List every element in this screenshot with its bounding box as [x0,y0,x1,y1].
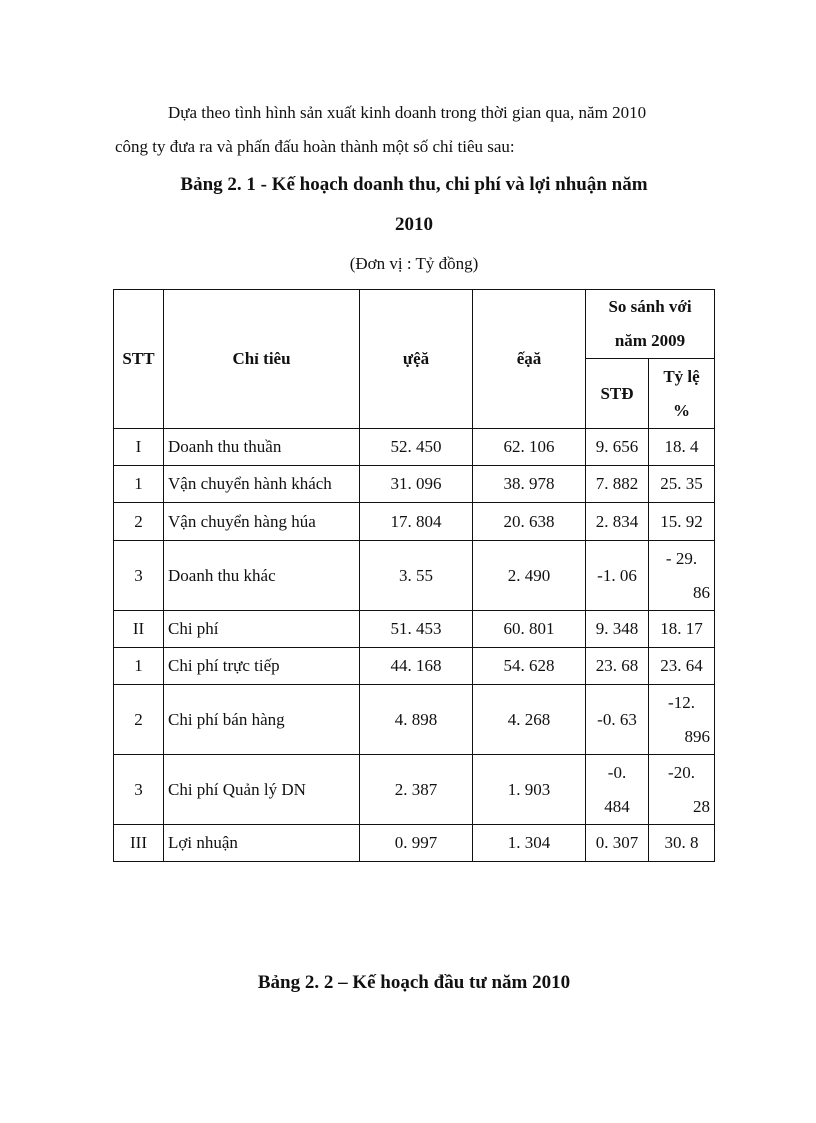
table-row [114,825,715,862]
header-ratio [649,359,715,429]
header-compare-line-1: So sánh với [608,297,692,316]
cell-ratio: 23. 64 [649,648,715,685]
cell-ratio [649,755,715,825]
cell-stt: 3 [114,755,164,825]
cell-ratio-line-2: 86 [693,582,710,602]
table-row [114,611,715,648]
header-ratio-line-2: % [673,400,690,420]
cell-ratio-line-1: -12. [668,692,695,712]
cell-stt: 2 [114,503,164,541]
table-row [114,648,715,685]
header-stt: STT [114,290,164,429]
cell-col3: 44. 168 [360,648,473,685]
cell-name: Chi phí [164,611,360,648]
cell-std: 2. 834 [586,503,649,541]
cell-std: 0. 307 [586,825,649,862]
cell-stt: 1 [114,648,164,685]
cell-name: Vận chuyển hàng húa [164,503,360,541]
cell-name: Doanh thu thuần [164,429,360,466]
cell-name: Chi phí bán hàng [164,685,360,755]
cell-stt: 3 [114,541,164,611]
cell-stt: 2 [114,685,164,755]
cell-std: -0. 63 [586,685,649,755]
cell-std: 9. 348 [586,611,649,648]
cell-std [586,755,649,825]
header-std: STĐ [586,359,649,429]
cell-stt: III [114,825,164,862]
cell-ratio: 18. 17 [649,611,715,648]
header-chi-tieu: Chỉ tiêu [164,290,360,429]
cell-col4: 2. 490 [473,541,586,611]
cell-name: Vận chuyển hành khách [164,466,360,503]
cell-ratio: 15. 92 [649,503,715,541]
cell-ratio [649,541,715,611]
cell-stt: 1 [114,466,164,503]
cell-col4: 4. 268 [473,685,586,755]
table1-title-line-1: Bảng 2. 1 - Kế hoạch doanh thu, chi phí và lợi nhuận năm [180,174,648,195]
table-row [114,541,715,611]
cell-std: 23. 68 [586,648,649,685]
cell-name: Chi phí Quản lý DN [164,755,360,825]
table2-title: Bảng 2. 2 – Kế hoạch đầu tư năm 2010 [257,972,571,993]
cell-ratio-line-1: - 29. [665,548,698,568]
cell-ratio-line-2: 896 [684,726,710,746]
cell-col4: 1. 304 [473,825,586,862]
cell-col3: 52. 450 [360,429,473,466]
intro-line-1: Dựa theo tình hình sản xuất kinh doanh trong thời gian qua, năm 2010 [168,103,647,122]
cell-ratio: 30. 8 [649,825,715,862]
cell-ratio: 18. 4 [649,429,715,466]
cell-stt: II [114,611,164,648]
cell-stt: I [114,429,164,466]
plan-table [113,289,715,862]
cell-std: 7. 882 [586,466,649,503]
cell-col4: 20. 638 [473,503,586,541]
header-compare-line-2: năm 2009 [614,331,686,350]
table1-title-line-2: 2010 [395,214,433,235]
table1-unit: (Đơn vị : Tỷ đồng) [349,254,479,273]
cell-col4: 62. 106 [473,429,586,466]
cell-col4: 54. 628 [473,648,586,685]
table-row [114,685,715,755]
cell-ratio-line-2: 28 [693,796,710,816]
cell-name: Chi phí trực tiếp [164,648,360,685]
cell-col4: 60. 801 [473,611,586,648]
table-row [114,429,715,466]
cell-col3: 31. 096 [360,466,473,503]
table-header-row [114,290,715,359]
cell-ratio [649,685,715,755]
intro-paragraph [115,96,715,164]
header-col3: ựệă [360,290,473,429]
table-row [114,466,715,503]
cell-std-line-1: -0. [607,762,627,782]
cell-col4: 1. 903 [473,755,586,825]
table-row [114,755,715,825]
cell-col3: 17. 804 [360,503,473,541]
cell-ratio: 25. 35 [649,466,715,503]
cell-col3: 2. 387 [360,755,473,825]
table1-title [112,165,716,245]
cell-col4: 38. 978 [473,466,586,503]
cell-std: -1. 06 [586,541,649,611]
cell-name: Lợi nhuận [164,825,360,862]
header-compare [586,290,715,359]
intro-line-2: công ty đưa ra và phấn đấu hoàn thành một số chỉ tiêu sau: [115,137,515,156]
table-row [114,503,715,541]
cell-col3: 51. 453 [360,611,473,648]
cell-std-line-2: 484 [604,796,630,816]
cell-std: 9. 656 [586,429,649,466]
cell-col3: 3. 55 [360,541,473,611]
header-col4: ếạă [473,290,586,429]
cell-name: Doanh thu khác [164,541,360,611]
cell-col3: 4. 898 [360,685,473,755]
cell-col3: 0. 997 [360,825,473,862]
cell-ratio-line-1: -20. [668,762,695,782]
header-ratio-line-1: Tỷ lệ [663,366,700,386]
